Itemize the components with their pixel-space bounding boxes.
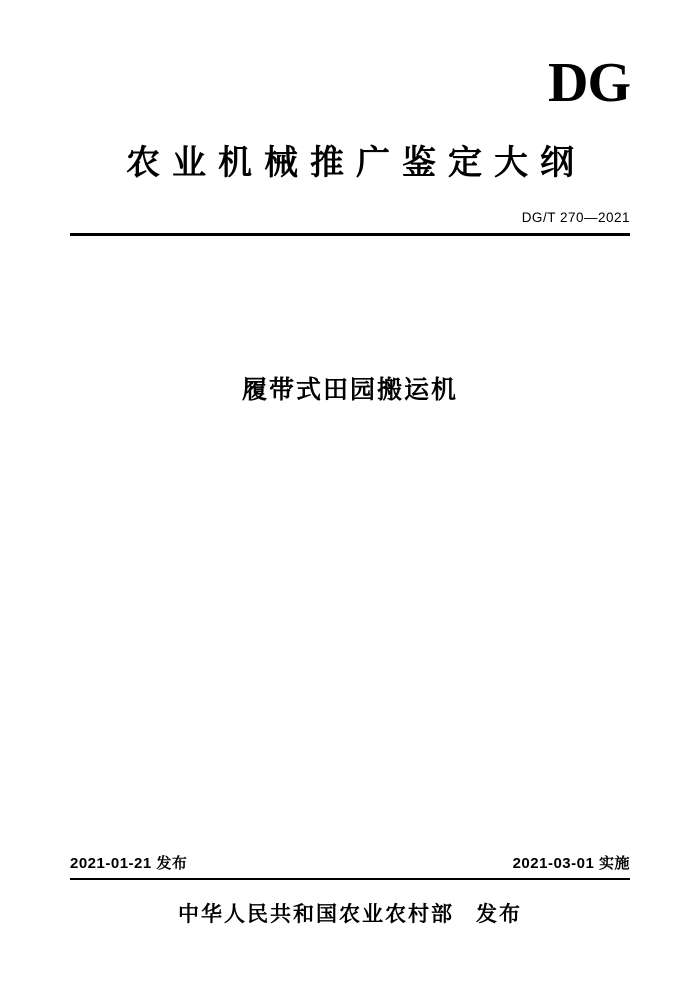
footer-dates bbox=[70, 852, 630, 878]
effective-date: 2021-03-01 实施 bbox=[512, 855, 630, 872]
cover-footer bbox=[70, 852, 630, 928]
footer-divider bbox=[70, 878, 630, 880]
page-title: 农业机械推广鉴定大纲 bbox=[126, 144, 586, 182]
cover-header bbox=[70, 52, 630, 236]
dg-logo: DG bbox=[548, 52, 630, 114]
issuer-name: 中华人民共和国农业农村部 bbox=[178, 903, 454, 926]
standard-code: DG/T 270—2021 bbox=[521, 210, 630, 225]
publish-date: 2021-01-21 发布 bbox=[70, 855, 188, 872]
issuer-verb: 发布 bbox=[476, 903, 522, 926]
document-subject-title: 履带式田园搬运机 bbox=[241, 376, 458, 404]
issuer-line bbox=[70, 898, 630, 928]
header-divider bbox=[70, 233, 630, 236]
